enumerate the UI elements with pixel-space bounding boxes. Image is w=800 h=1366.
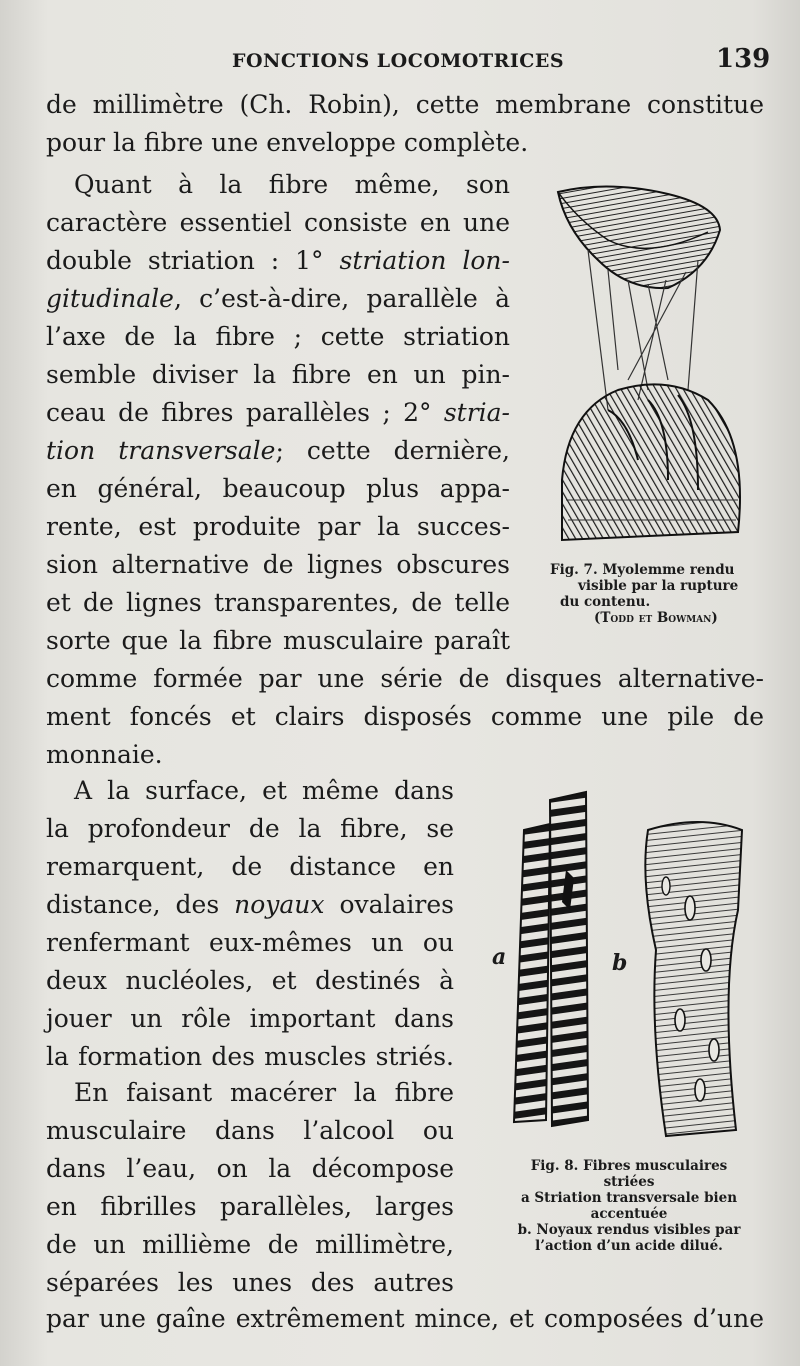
myolemme-illustration — [548, 180, 776, 550]
text-line: comme formée par une série de disques alternative- — [46, 664, 764, 693]
figure-label-a: a — [492, 944, 507, 970]
italic-term: gitudinale — [46, 284, 174, 313]
text-line: A la surface, et même dans — [74, 776, 454, 805]
caption-line: b. Noyaux rendus visibles par — [517, 1222, 741, 1238]
text-line: jouer un rôle important dans — [46, 1004, 454, 1033]
caption-line: striées — [603, 1174, 655, 1190]
caption-line: Fig. 8. Fibres musculaires — [530, 1158, 728, 1174]
text-run: ovalaires — [324, 890, 454, 919]
text-line: l’axe de la fibre ; cette striation — [46, 322, 510, 351]
text-run: double striation : 1° — [46, 246, 340, 275]
text-run: ceau de fibres parallèles ; 2° — [46, 398, 444, 427]
text-line: deux nucléoles, et destinés à — [46, 966, 454, 995]
figure-7 — [548, 180, 776, 550]
caption-line: l’action d’un acide dilué. — [535, 1238, 723, 1254]
running-head: FONCTIONS LOCOMOTRICES — [232, 50, 565, 72]
text-line: par une gaîne extrêmement mince, et composées d’une — [46, 1304, 764, 1333]
text-line: de un millième de millimètre, — [46, 1230, 454, 1259]
text-line: la formation des muscles striés. — [46, 1042, 454, 1071]
text-line: en général, beaucoup plus appa- — [46, 474, 510, 503]
text-line: dans l’eau, on la décompose — [46, 1154, 454, 1183]
text-line — [46, 280, 510, 318]
text-line — [46, 242, 510, 280]
text-line: la profondeur de la fibre, se — [46, 814, 454, 843]
text-line: renfermant eux-mêmes un ou — [46, 928, 454, 957]
italic-term: noyaux — [234, 890, 325, 919]
italic-term: striation lon- — [339, 246, 510, 275]
text-line: pour la fibre une enveloppe complète. — [46, 128, 529, 157]
text-line: Quant à la fibre même, son — [74, 170, 510, 199]
text-line: sorte que la fibre musculaire paraît — [46, 626, 510, 655]
text-line: musculaire dans l’alcool ou — [46, 1116, 454, 1145]
text-line: de millimètre (Ch. Robin), cette membrane constitue — [46, 90, 764, 119]
text-line — [46, 394, 510, 432]
text-line: monnaie. — [46, 740, 163, 769]
text-line: sion alternative de lignes obscures — [46, 550, 510, 579]
italic-term: tion transversale — [46, 436, 276, 465]
text-run: distance, des — [46, 890, 235, 919]
text-line: en fibrilles parallèles, larges — [46, 1192, 454, 1221]
text-line: semble diviser la fibre en un pin- — [46, 360, 510, 389]
figure-8-caption — [494, 1158, 764, 1254]
caption-line: visible par la rupture — [578, 578, 739, 594]
text-line: caractère essentiel consiste en une — [46, 208, 510, 237]
text-line: séparées les unes des autres — [46, 1268, 454, 1297]
text-run: , c’est-à-dire, parallèle à — [173, 284, 510, 313]
text-line — [46, 432, 510, 470]
page-header — [0, 42, 800, 82]
page-number: 139 — [716, 44, 771, 74]
text-run: ; cette dernière, — [275, 436, 510, 465]
figure-7-caption — [550, 562, 738, 626]
figure-credit: (Todd et Bowman) — [594, 610, 718, 626]
caption-line: Fig. 7. Myolemme rendu — [550, 562, 735, 578]
text-line: rente, est produite par la succes- — [46, 512, 510, 541]
text-line: et de lignes transparentes, de telle — [46, 588, 510, 617]
caption-line: du contenu. — [560, 594, 651, 610]
caption-line: a Striation transversale bien — [520, 1190, 738, 1206]
text-line: En faisant macérer la fibre — [74, 1078, 454, 1107]
text-line: remarquent, de distance en — [46, 852, 454, 881]
caption-line: accentuée — [590, 1206, 668, 1222]
italic-term: stria- — [443, 398, 510, 427]
figure-label-b: b — [612, 950, 628, 976]
text-line — [46, 886, 454, 924]
text-line: ment foncés et clairs disposés comme une pile de — [46, 702, 764, 731]
